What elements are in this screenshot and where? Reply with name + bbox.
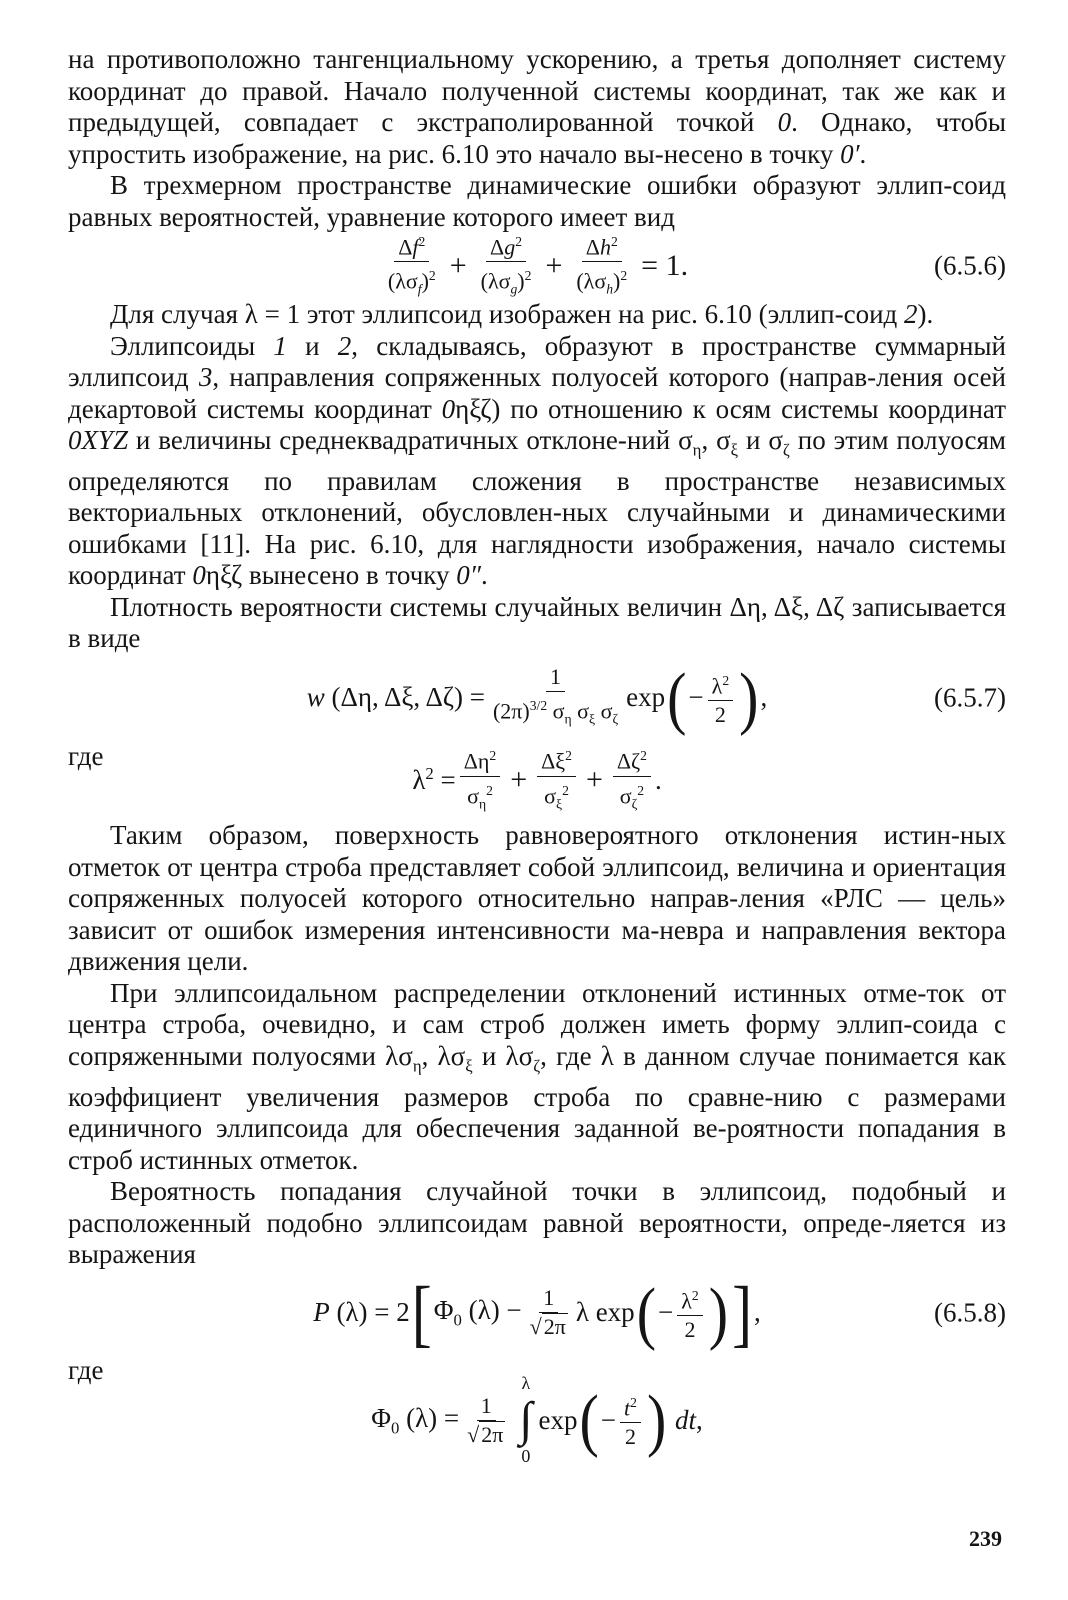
paragraph-7: При эллипсоидальном распределении отклонений истинных отме-ток от центра строба, очевидно, и сам строб должен иметь форму эллип-соида с сопряженными полуосями $\lambda\sigma_\eta$, $\lambda\sigma_\xi$ и $\lambda\sigma_\zeta$, где λ в данном случае понимается как коэффициент увеличения размеров строба по сравне-нию с размерами единичного эллипсоида для обеспечения заданной ве-роятности попадания в строб истинных отметок. [68, 977, 1006, 1175]
paragraph-5: Плотность вероятности системы случайных величин Δη, Δξ, Δζ записывается в виде [68, 591, 1006, 654]
paragraph-4: Эллипсоиды 1 и 2, складываясь, образуют в пространстве суммарный эллипсоид 3, направления сопряженных полуосей которого (направ-ления осей декартовой системы координат 0ηξζ) по отношению к осям системы координат 0XYZ и величины среднеквадратичных отклоне-ний $\sigma_\eta$, $\sigma_\xi$ и $\sigma_\zeta$ по этим полуосям определяются по правилам сложения в пространстве независимых векториальных отклонений, обусловлен-ных случайными и динамическими ошибками [11]. На рис. 6.10, для наглядности изображения, начало системы координат 0ηξζ вынесено в точку 0″. [68, 330, 1006, 591]
equation-lambda-squared: $\lambda^2$ = $\frac{\Delta\eta^2}{\sigma_\eta^2}$ + $\frac{\Delta\xi^2}{\sigma_\xi^2}$ + $\frac{\Delta\zeta^2}{\sigma_\zeta^2}$ . [68, 750, 1006, 810]
equation-6-5-7: w (Δη, Δξ, Δζ) = $\frac{1}{(2\pi)^{3/2} \sigma_\eta \sigma_\xi \sigma_\zeta}$ exp ( − $\frac{\lambda^2}{2}$ ) , (6.5.7) [306, 658, 1006, 737]
where-label-1: где [68, 740, 104, 771]
paragraph-1: на противоположно тангенциальному ускорению, а третья дополняет систему координат до правой. Начало полученной системы координат, так же как и предыдущей, совпадает с экстраполированной точкой 0. Однако, чтобы упростить изображение, на рис. 6.10 это начало вы-несено в точку 0′. [68, 44, 1007, 169]
page-number: 239 [969, 1526, 1002, 1551]
paragraph-3: Для случая λ = 1 этот эллипсоид изображен на рис. 6.10 (эллип-соид 2). [110, 299, 934, 329]
paragraph-8: Вероятность попадания случайной точки в эллипсоид, подобный и расположенный подобно эллипсоидам равной вероятности, опреде-ляется из выражения [68, 1176, 1006, 1270]
paragraph-2: В трехмерном пространстве динамические ошибки образуют эллип-соид равных вероятностей, уравнение которого имеет вид [68, 170, 1006, 232]
equation-number: (6.5.6) [934, 250, 1006, 281]
equation-6-5-8: P (λ) = 2 [ $\Phi_0$ (λ) − $\frac{1}{√2\pi}$ λ exp ( − $\frac{\lambda^2}{2}$ ) ] , (6.5.8) [313, 1271, 1006, 1355]
where-label-2: где [68, 1354, 104, 1385]
paragraph-6: Таким образом, поверхность равновероятного отклонения истин-ных отметок от центра строба представляет собой эллипсоид, величина и ориентация сопряженных полуосей которого относительно направ-ления «РЛС — цель» зависит от ошибок измерения интенсивности ма-невра и направления вектора движения цели. [68, 820, 1006, 977]
equation-number: (6.5.8) [934, 1297, 1006, 1328]
equation-number: (6.5.7) [934, 682, 1006, 713]
equation-phi0: $\Phi_0$ (λ) = $\frac{1}{√2\pi}$ λ ∫ 0 exp ( − $\frac{t^2}{2}$ ) dt, [371, 1373, 703, 1467]
equation-6-5-6: $\frac{\Delta f^2}{(\lambda\sigma_f)^2}$ + $\frac{\Delta g^2}{(\lambda\sigma_g)^2}$ + $\frac{\Delta h^2}{(\lambda\sigma_h)^2}$ = 1. (6.5.6) [68, 237, 1006, 295]
